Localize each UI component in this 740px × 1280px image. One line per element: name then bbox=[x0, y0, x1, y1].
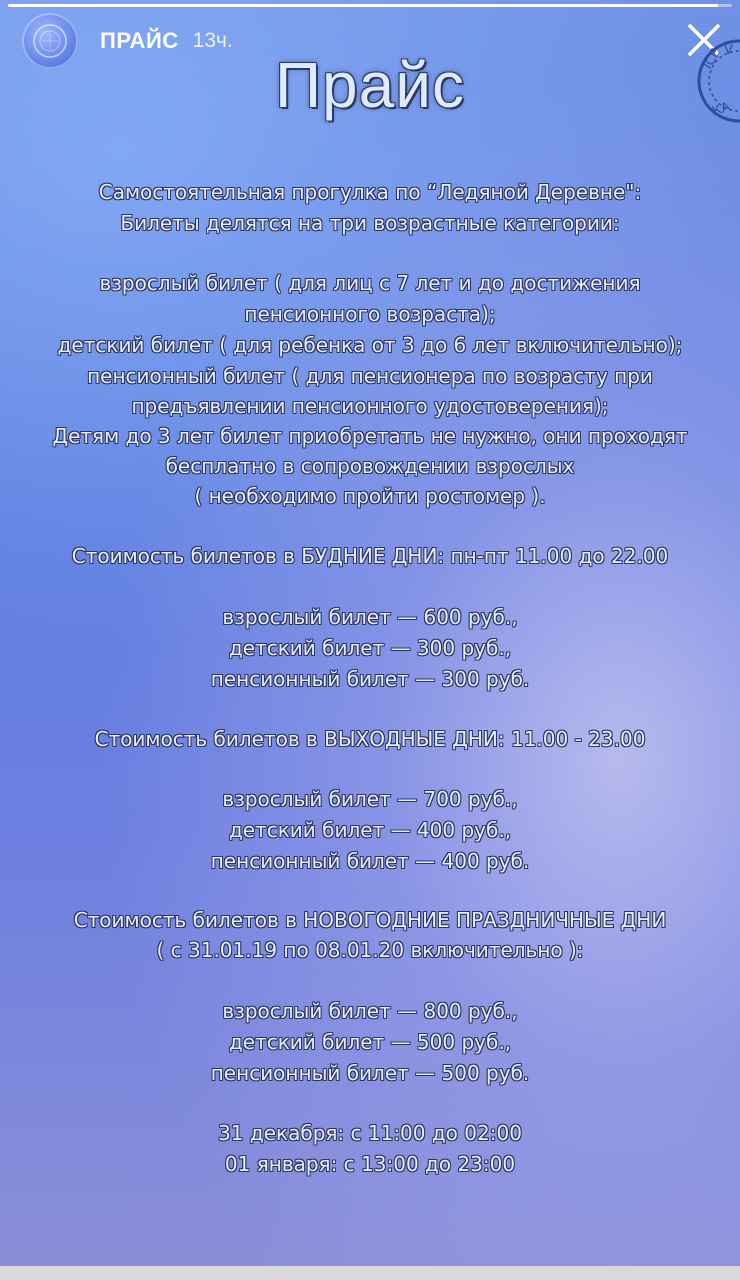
price-line: детский билет — 400 руб., bbox=[228, 818, 512, 842]
text-line: взрослый билет ( для лиц с 7 лет и до достижения bbox=[99, 271, 641, 295]
text-line: Детям до 3 лет билет приобретать не нужно, они проходят bbox=[52, 424, 688, 448]
schedule-line: 31 декабря: с 11:00 до 02:00 bbox=[218, 1121, 522, 1145]
svg-text:V: V bbox=[724, 43, 733, 58]
text-line: предъявлении пенсионного удостоверения); bbox=[131, 394, 609, 418]
price-line: пенсионный билет — 300 руб. bbox=[210, 667, 530, 691]
text-line: Билеты делятся на три возрастные категории: bbox=[120, 211, 620, 235]
page-title: Прайс bbox=[275, 49, 465, 121]
section-heading-weekends: Стоимость билетов в ВЫХОДНЫЕ ДНИ: 11.00 - 23.00 bbox=[94, 727, 646, 751]
text-line: детский билет ( для ребенка от 3 до 6 лет включительно); bbox=[57, 333, 683, 357]
price-line: пенсионный билет — 500 руб. bbox=[210, 1061, 530, 1085]
schedule-line: 01 января: с 13:00 до 23:00 bbox=[224, 1152, 516, 1176]
text-line: пенсионный билет ( для пенсионера по возрасту при bbox=[87, 364, 653, 388]
post-time: 13ч. bbox=[192, 29, 233, 52]
price-line: детский билет — 500 руб., bbox=[228, 1030, 512, 1054]
account-name[interactable]: ПРАЙС bbox=[100, 28, 179, 53]
price-line: детский билет — 300 руб., bbox=[228, 636, 512, 660]
text-line: ( необходимо пройти ростомер ). bbox=[194, 484, 546, 508]
bottom-bar bbox=[0, 1266, 740, 1280]
price-line: взрослый билет — 800 руб., bbox=[222, 999, 518, 1023]
text-line: пенсионного возраста); bbox=[244, 302, 496, 326]
section-heading-holidays: Стоимость билетов в НОВОГОДНИЕ ПРАЗДНИЧНЫЕ ДНИ bbox=[73, 908, 667, 932]
svg-text:КА: КА bbox=[710, 99, 733, 120]
story-progress-fill bbox=[8, 4, 718, 7]
text-line: Самостоятельная прогулка по “Ледяной Деревне": bbox=[98, 180, 642, 204]
text-line: ( с 31.01.19 по 08.01.20 включительно ): bbox=[156, 938, 584, 962]
price-line: взрослый билет — 700 руб., bbox=[222, 787, 518, 811]
svg-text:ICE: ICE bbox=[700, 46, 725, 72]
text-line: бесплатно в сопровождении взрослых bbox=[165, 454, 575, 478]
price-line: пенсионный билет — 400 руб. bbox=[210, 849, 530, 873]
price-line: взрослый билет — 600 руб., bbox=[222, 605, 518, 629]
section-heading-weekdays: Стоимость билетов в БУДНИЕ ДНИ: пн-пт 11.00 до 22.00 bbox=[71, 544, 669, 568]
story-progress-bar bbox=[8, 4, 732, 7]
